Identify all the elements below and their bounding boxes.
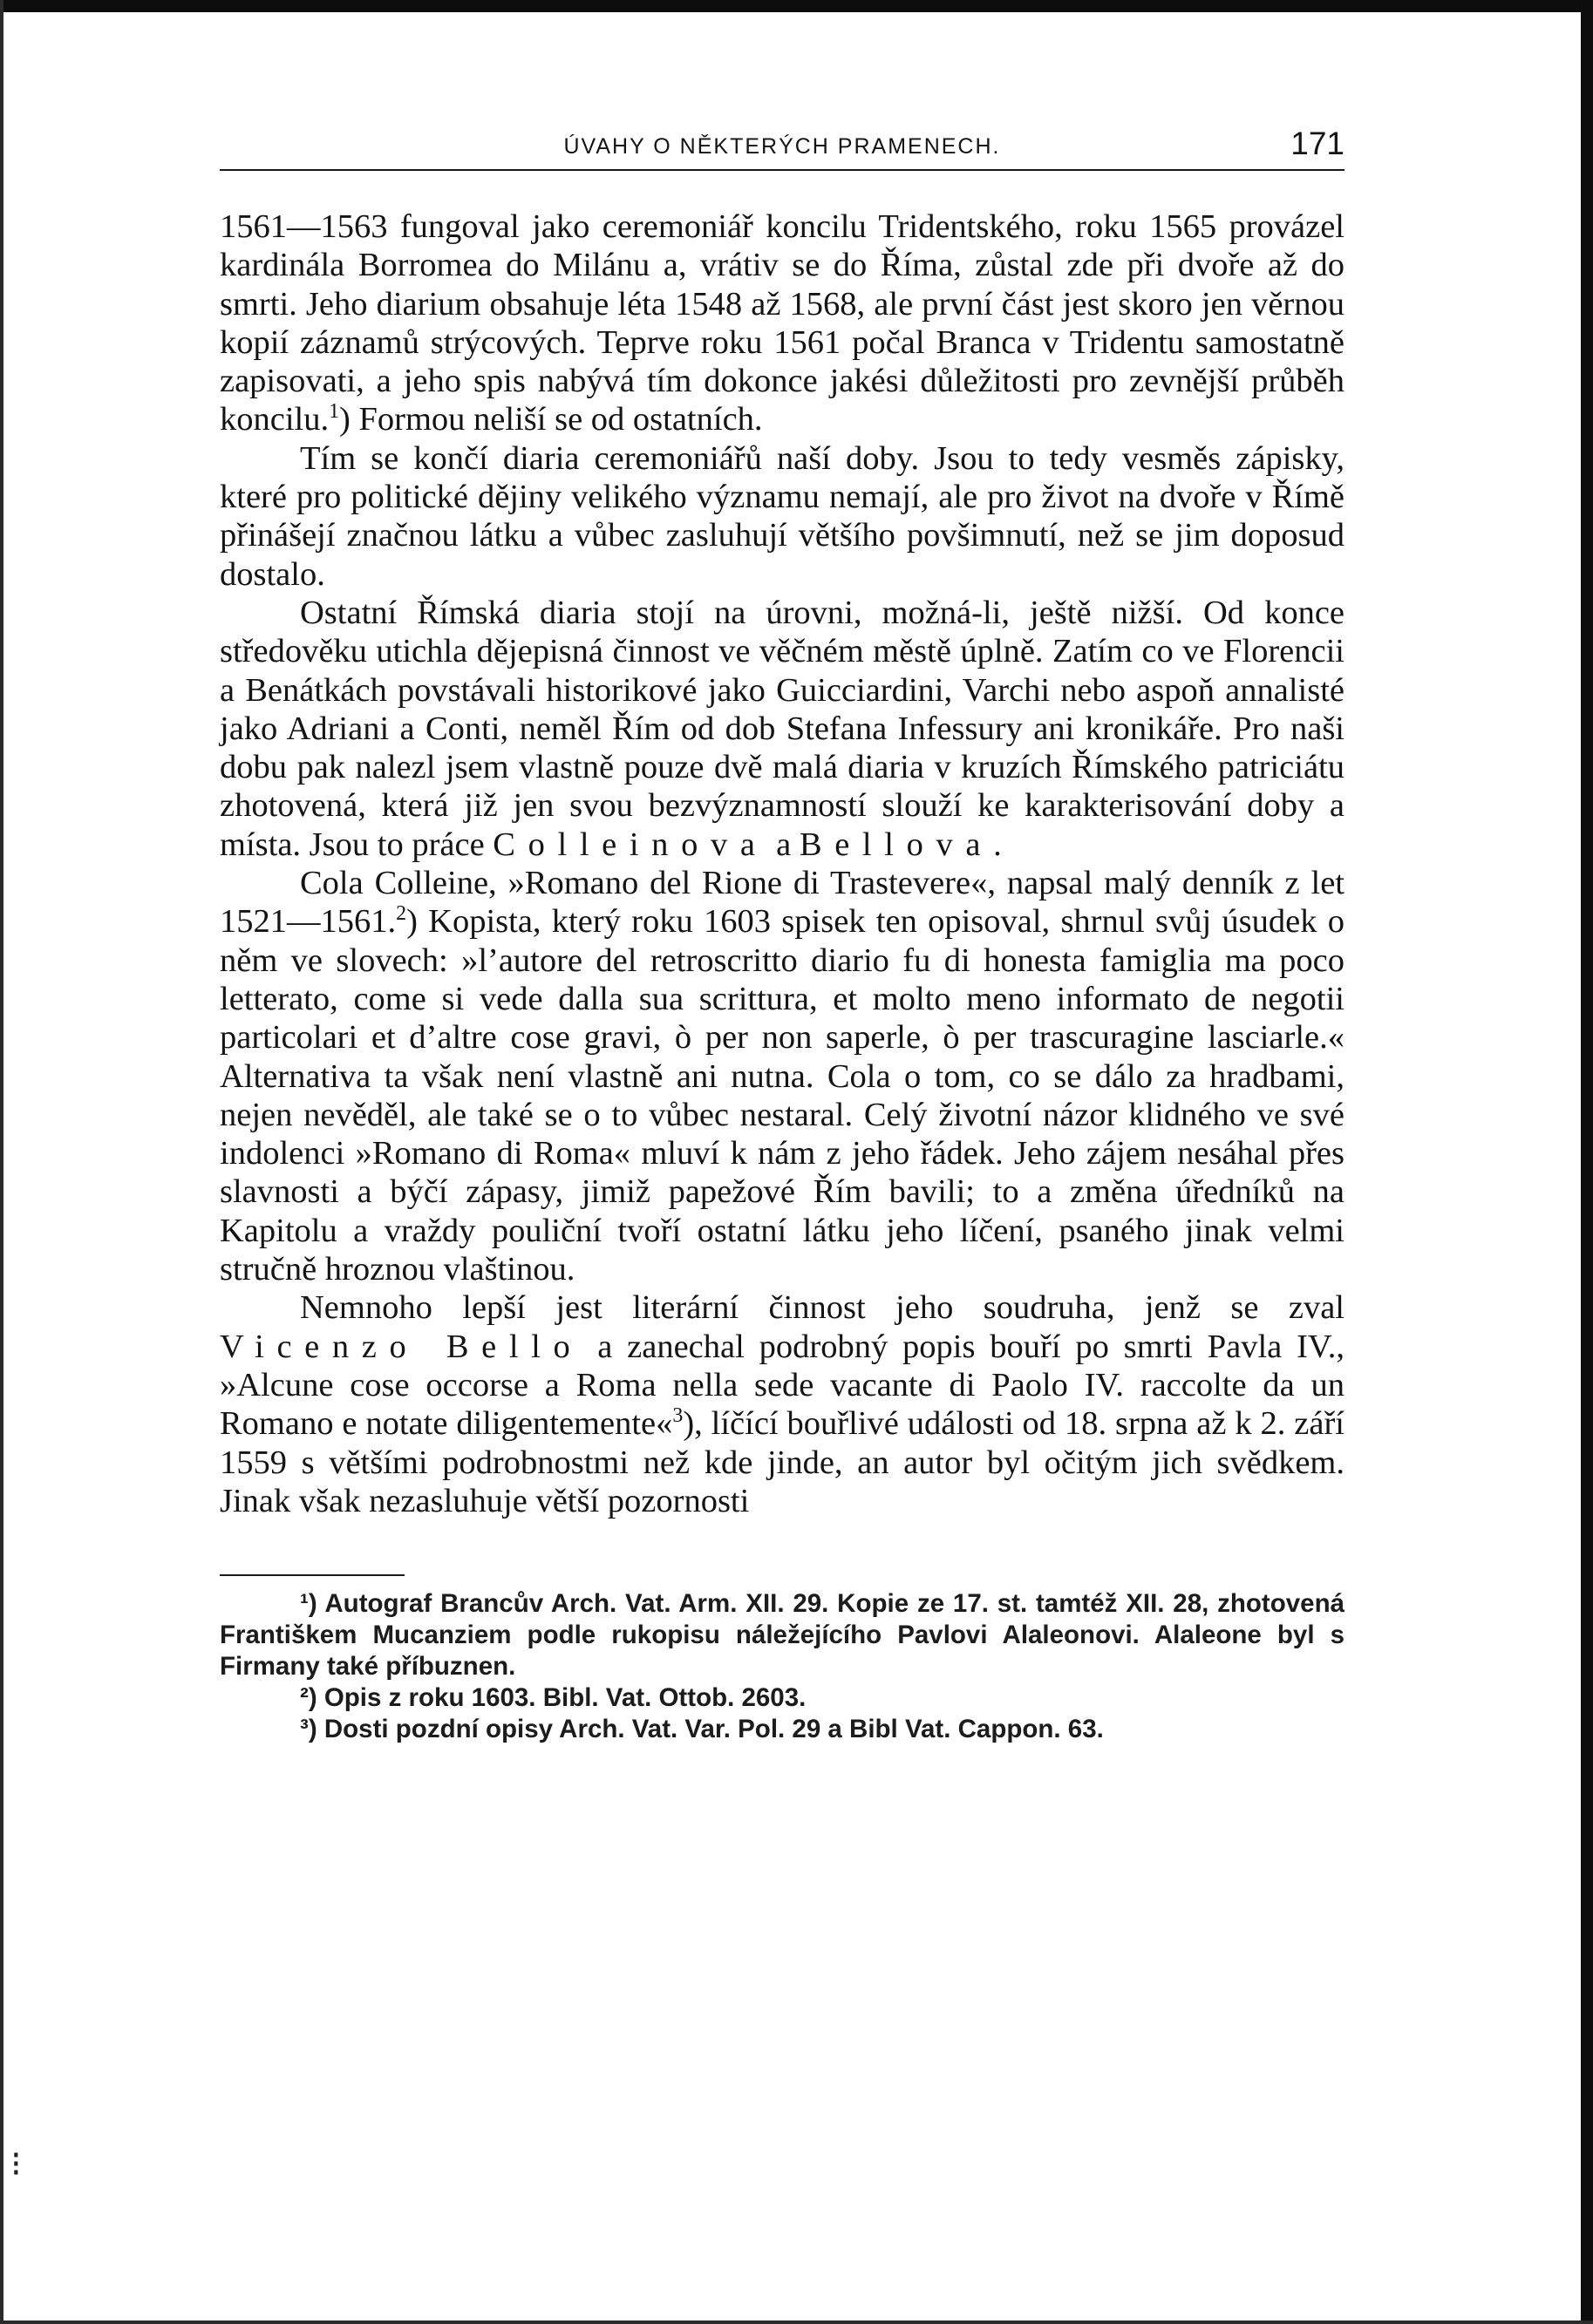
paragraph-3: Ostatní Římská diaria stojí na úrovni, možná-li, ještě nižší. Od konce středověku utichla dějepisná činnost ve věčném městě úplně. Zatím co ve Florencii a Benátkách povstávali historikové jako Guicciardini, Varchi nebo aspoň annalisté jako Adriani a Conti, neměl Řím od dob Stefana Infessury ani kronikáře. Pro naši dobu pak nalezl jsem vlastně pouze dvě malá diaria v kruzích Římského patriciátu zhotovená, která již jen svou bezvýznamností slouží ke karakterisování doby a místa. Jsou to práce Colleinova a Bellova. [220,594,1345,863]
footnotes [220,1588,1345,1745]
footnote-3: ³) Dosti pozdní opisy Arch. Vat. Var. Pol. 29 a Bibl Vat. Cappon. 63. [300,1715,1104,1744]
book-page [220,120,1345,1745]
author-name-bello: Bellova [799,826,994,863]
paragraph-5: Nemnoho lepší jest literární činnost jeho soudruha, jenž se zval Vicenzo Bello a zanechal podrobný popis bouří po smrti Pavla IV., »Alcune cose occorse a Roma nella sede vacante di Paolo IV. raccolte da un Romano e notate diligentemente«$^3$), líčící bouřlivé události od 18. srpna až k 2. září 1559 s většími podrobnostmi než kde jinde, an autor byl očitým jich svědkem. Jinak však nezasluhuje větší pozornosti [220,1289,1345,1519]
footnote-ref-1: 1 [329,400,340,424]
footnote-1: ¹) Autograf Brancův Arch. Vat. Arm. XII. 29. Kopie ze 17. st. tamtéž XII. 28, zhotovená Františkem Mucanziem podle rukopisu náležejícího Pavlovi Alaleonovi. Alaleone byl s Firmany také příbuznen. [220,1589,1345,1682]
footnote-ref-2: 2 [396,902,407,926]
footnote-ref-3: 3 [672,1404,684,1428]
footnote-2: ²) Opis z roku 1603. Bibl. Vat. Ottob. 2603. [300,1683,807,1713]
scan-border-top [0,0,1593,12]
body-text [220,207,1345,1520]
page-number: 171 [1290,126,1345,161]
running-title: ÚVAHY O NĚKTERÝCH PRAMENECH. [563,134,1001,159]
author-name-colleine: Colleinova [493,826,768,863]
footnote-rule [220,1574,405,1576]
scan-border-right [1581,0,1593,2324]
scan-border-bottom [0,2321,1593,2324]
paragraph-4: Cola Colleine, »Romano del Rione di Trastevere«, napsal malý denník z let 1521—1561.$^2$) Kopista, který roku 1603 spisek ten opisoval, shrnul svůj úsudek o něm ve slovech: »l’autore del retroscritto diario fu di honesta famiglia ma poco letterato, come si vede dalla sua scrittura, et molto meno informato de negotii particolari et d’altre cose gravi, ò per non saperle, ò per trascuragine lasciarle.« Alternativa ta však není vlastně ani nutna. Cola o tom, co se dálo za hradbami, nejen nevěděl, ale také se o to vůbec nestaral. Celý životní názor klidného ve své indolenci »Romano di Roma« mluví k nám z jeho řádek. Jeho zájem nesáhal přes slavnosti a býčí zápasy, jimiž papežové Řím bavili; to a změna úředníků na Kapitolu a vraždy pouliční tvoří ostatní látku jeho líčení, psaného jinak velmi stručně hroznou vlaštinou. [220,865,1345,1288]
scan-border-left [0,0,3,2324]
author-name-vicenzo: Vicenzo Bello [220,1328,583,1365]
margin-mark-icon: ⁝ [10,2144,22,2185]
paragraph-1: 1561—1563 fungoval jako ceremoniář koncilu Tridentského, roku 1565 provázel kardinála Borromea do Milánu a, vrátiv se do Říma, zůstal zde při dvoře až do smrti. Jeho diarium obsahuje léta 1548 až 1568, ale první část jest skoro jen věrnou kopií záznamů strýcových. Teprve roku 1561 počal Branca v Tridentu samostatně zapisovati, a jeho spis nabývá tím dokonce jakési důležitosti pro zevnější průběh koncilu.$^1$) Formou neliší se od ostatních. [220,208,1345,438]
paragraph-2: Tím se končí diaria ceremoniářů naší doby. Jsou to tedy vesměs zápisky, které pro politické dějiny velikého významu nemají, ale pro život na dvoře v Římě přinášejí značnou látku a vůbec zasluhují většího povšimnutí, než se jim doposud dostalo. [220,439,1345,593]
page-header [220,120,1345,171]
